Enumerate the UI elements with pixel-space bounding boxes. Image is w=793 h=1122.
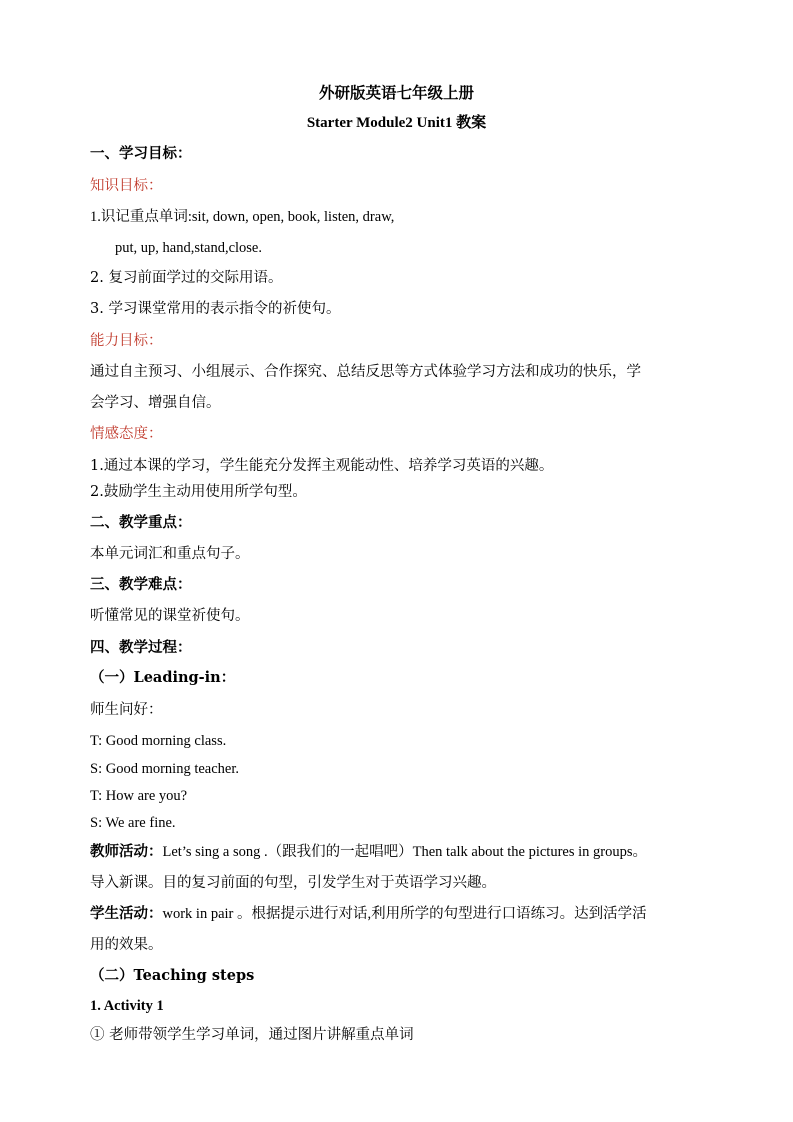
ability-text-2: 会学习、增强自信。 bbox=[90, 395, 221, 411]
section-2-heading: 二、教学重点： bbox=[90, 514, 192, 531]
teacher-activity-text: Let’s sing a song .（跟我们的一起唱吧）Then talk about the pictures in groups。 bbox=[162, 844, 647, 860]
dialogue-line-2: S: Good morning teacher. bbox=[90, 761, 240, 777]
doc-title: 外研版英语七年级上册 bbox=[318, 83, 474, 102]
section-3-text: 听懂常见的课堂祈使句。 bbox=[90, 608, 250, 624]
emotion-goals-heading: 情感态度： bbox=[90, 426, 163, 442]
section-2-text: 本单元词汇和重点句子。 bbox=[90, 546, 250, 562]
student-activity-label: 学生活动： bbox=[90, 905, 163, 922]
doc-subtitle: Starter Module2 Unit1 教案 bbox=[306, 115, 487, 131]
emotion-item-1: 1.通过本课的学习，学生能充分发挥主观能动性、培养学习英语的兴趣。 bbox=[90, 458, 554, 474]
teacher-activity bbox=[90, 842, 647, 862]
ability-text-1: 通过自主预习、小组展示、合作探究、总结反思等方式体验学习方法和成功的快乐，学 bbox=[90, 364, 641, 380]
knowledge-goals-heading: 知识目标： bbox=[90, 178, 163, 194]
step-1-text: ① 老师带领学生学习单词，通过图片讲解重点单词 bbox=[90, 1027, 414, 1043]
dialogue-line-3: T: How are you? bbox=[90, 788, 188, 804]
section-4-heading: 四、教学过程： bbox=[90, 639, 192, 656]
greeting-label: 师生问好： bbox=[90, 702, 163, 718]
part-1-heading: （一）Leading-in： bbox=[90, 669, 236, 686]
knowledge-item-1-cont: put, up, hand,stand,close. bbox=[115, 240, 262, 256]
student-activity-text-2: 用的效果。 bbox=[90, 937, 163, 953]
ability-goals-heading: 能力目标： bbox=[90, 333, 163, 349]
dialogue-line-4: S: We are fine. bbox=[90, 815, 176, 831]
section-1-heading: 一、学习目标： bbox=[90, 145, 192, 162]
section-3-heading: 三、教学难点： bbox=[90, 576, 192, 593]
activity-1-heading: 1. Activity 1 bbox=[90, 998, 164, 1014]
teacher-activity-label: 教师活动： bbox=[90, 843, 163, 860]
emotion-item-2: 2.鼓励学生主动用使用所学句型。 bbox=[90, 484, 307, 500]
part-2-heading: （二）Teaching steps bbox=[90, 967, 255, 984]
knowledge-item-1: 1.识记重点单词:sit, down, open, book, listen, draw, bbox=[90, 209, 395, 225]
knowledge-item-2: 2. 复习前面学过的交际用语。 bbox=[90, 270, 283, 286]
dialogue-line-1: T: Good morning class. bbox=[90, 733, 227, 749]
knowledge-item-3: 3. 学习课堂常用的表示指令的祈使句。 bbox=[90, 301, 341, 317]
teacher-activity-text-2: 导入新课。目的复习前面的句型，引发学生对于英语学习兴趣。 bbox=[90, 875, 496, 891]
student-activity-text: work in pair 。根据提示进行对话,利用所学的句型进行口语练习。达到活学活 bbox=[162, 906, 647, 922]
student-activity bbox=[90, 904, 647, 924]
